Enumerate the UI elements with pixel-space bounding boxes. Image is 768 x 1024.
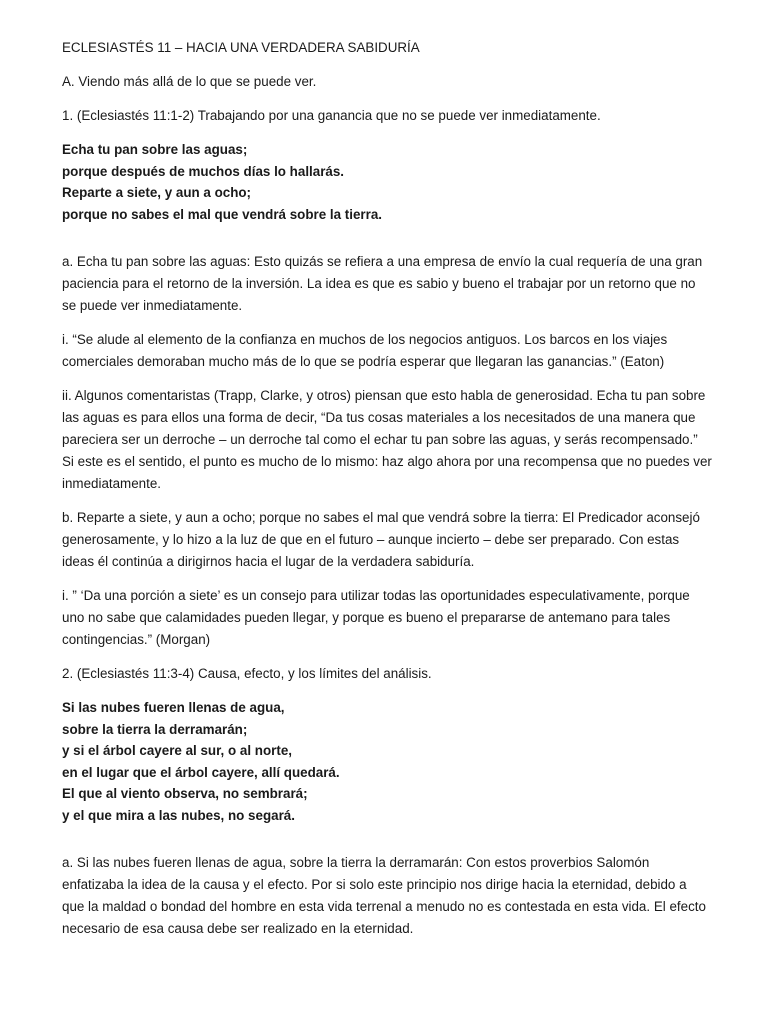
verse-line: Reparte a siete, y aun a ocho; [62,185,252,200]
verse-line: El que al viento observa, no sembrará; [62,786,308,801]
verse-line: sobre la tierra la derramarán; [62,721,248,737]
section-heading-a: A. Viendo más allá de lo que se puede ver. [62,74,317,89]
verse-line: porque después de muchos días lo hallarás. [62,163,345,179]
document-title: ECLESIASTÉS 11 – HACIA UNA VERDADERA SABIDURÍA [62,40,420,55]
verse-line: en el lugar que el árbol cayere, allí quedará. [62,764,340,780]
point-heading-2: 2. (Eclesiastés 11:3-4) Causa, efecto, y los límites del análisis. [62,666,432,681]
verse-line: y el que mira a las nubes, no segará. [62,807,295,823]
verse-line: Si las nubes fueren llenas de agua, [62,700,285,715]
scripture-quote-1 [62,139,712,225]
point-heading-1: 1. (Eclesiastés 11:1-2) Trabajando por una ganancia que no se puede ver inmediatamente. [62,108,601,123]
paragraph-2a: a. Si las nubes fueren llenas de agua, sobre la tierra la derramarán: Con estos proverbios Salomón enfatizaba la idea de la causa y el efecto. Por si solo este principio nos dirige hacia la eternidad, debido a que la maldad o bondad del hombre en esta vida terrenal a menudo no es contestada en esta vida. El efecto necesario de esa causa debe ser realizado en la eternidad. [62,855,706,936]
paragraph-1b: b. Reparte a siete, y aun a ocho; porque no sabes el mal que vendrá sobre la tierra: El Predicador aconsejó generosamente, y lo hizo a la luz de que en el futuro – aunque incierto – debe ser preparado. Con estas ideas él continúa a dirigirnos hacia el lugar de la verdadera sabiduría. [62,510,700,569]
verse-line: y si el árbol cayere al sur, o al norte, [62,743,292,758]
verse-line: porque no sabes el mal que vendrá sobre la tierra. [62,206,382,222]
paragraph-1b-i: i. ” ‘Da una porción a siete’ es un consejo para utilizar todas las oportunidades especulativamente, porque uno no sabe que calamidades pueden llegar, y porque es bueno el prepararse de antemano para tales contingencias.” (Morgan) [62,588,690,647]
verse-line: Echa tu pan sobre las aguas; [62,142,248,157]
paragraph-1a-ii: ii. Algunos comentaristas (Trapp, Clarke, y otros) piensan que esto habla de generosidad. Echa tu pan sobre las aguas es para ellos una forma de decir, “Da tus cosas materiales a los necesitados de una manera que pareciera ser un derroche – un derroche tal como el echar tu pan sobre las aguas, y serás recompensado.” Si este es el sentido, el punto es mucho de lo mismo: haz algo ahora por una recompensa que no puedes ver inmediatamente. [62,388,712,491]
scripture-quote-2 [62,697,712,826]
paragraph-1a: a. Echa tu pan sobre las aguas: Esto quizás se refiera a una empresa de envío la cual requería de una gran paciencia para el retorno de la inversión. La idea es que es sabio y bueno el trabajar por un retorno que no se puede ver inmediatamente. [62,254,703,313]
paragraph-1a-i: i. “Se alude al elemento de la confianza en muchos de los negocios antiguos. Los barcos en los viajes comerciales demoraban mucho más de lo que se podría esperar que llegaran las ganancias.” (Eaton) [62,332,668,369]
